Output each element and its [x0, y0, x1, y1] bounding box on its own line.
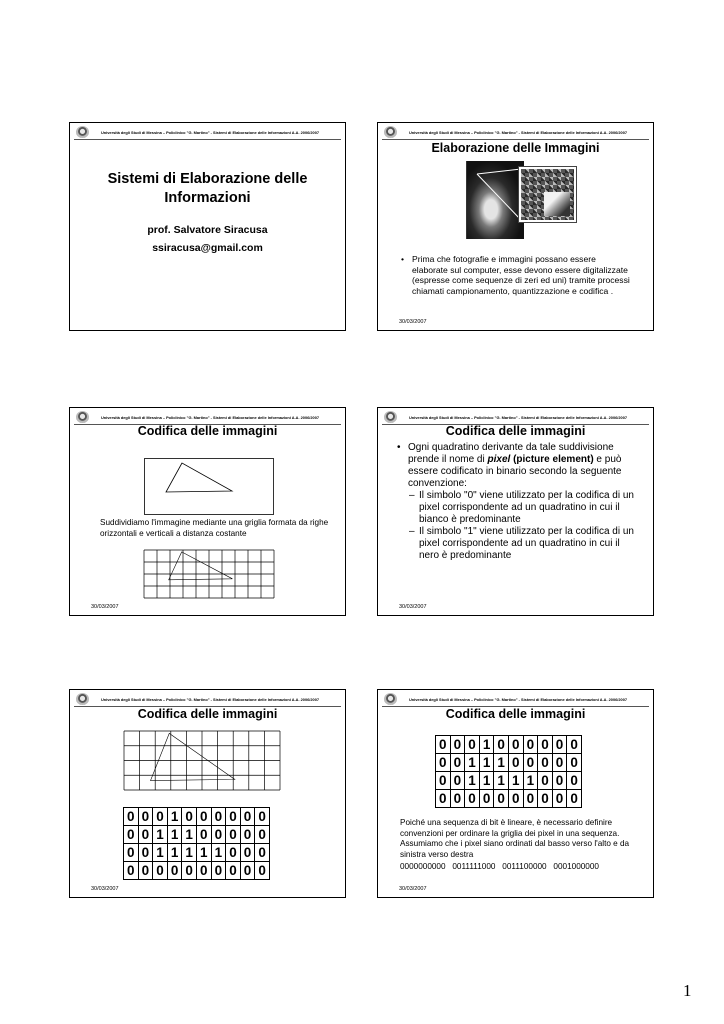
zoom-lines [378, 123, 654, 331]
bit-cell: 0 [124, 808, 139, 826]
slide-date: 30/03/2007 [91, 886, 119, 892]
slide-1 [69, 122, 346, 331]
bit-cell: 0 [196, 862, 211, 880]
bit-cell: 0 [226, 862, 241, 880]
bit-cell: 0 [450, 772, 465, 790]
pixel-grid-figure [144, 550, 274, 598]
pixel-zoom-photo [519, 167, 576, 222]
bit-cell: 0 [196, 808, 211, 826]
bullet-list [400, 254, 630, 296]
university-logo [384, 693, 397, 705]
bit-cell: 0 [436, 736, 451, 754]
bit-cell: 0 [567, 754, 582, 772]
bit-cell: 0 [465, 790, 480, 808]
bit-cell: 1 [167, 844, 182, 862]
bit-cell: 0 [211, 808, 226, 826]
bit-cell: 0 [552, 790, 567, 808]
triangle-shape [151, 733, 235, 780]
bit-cell: 1 [479, 754, 494, 772]
header-text: Università degli Studi di Messina – Policlinico "G. Martino" - Sistemi di Elaborazione delle Informazioni A.A. 2006/2007 [409, 697, 628, 702]
bit-cell: 0 [494, 790, 509, 808]
bit-cell: 0 [508, 736, 523, 754]
bit-cell: 1 [479, 736, 494, 754]
bit-cell: 0 [523, 754, 538, 772]
pixel-grid-figure [124, 731, 280, 790]
bit-row [436, 754, 582, 772]
bit-cell: 0 [255, 862, 270, 880]
slide-5 [69, 689, 346, 898]
bullet-text: Ogni quadratino derivante da tale suddivisione prende il nome di [408, 442, 614, 465]
bit-cell: 0 [138, 862, 153, 880]
pixel-term: pixel [487, 454, 511, 465]
bit-cell: 0 [567, 790, 582, 808]
triangle-figure [144, 458, 274, 515]
bit-cell: 0 [240, 862, 255, 880]
bit-cell: 0 [523, 790, 538, 808]
bit-row [436, 736, 582, 754]
bit-cell: 1 [494, 772, 509, 790]
bit-cell: 0 [211, 862, 226, 880]
slide-date: 30/03/2007 [399, 886, 427, 892]
bit-cell: 0 [538, 790, 553, 808]
bit-cell: 0 [552, 736, 567, 754]
bit-cell: 0 [436, 772, 451, 790]
header-text: Università degli Studi di Messina – Policlinico "G. Martino" - Sistemi di Elaborazione delle Informazioni A.A. 2006/2007 [101, 130, 320, 135]
bit-cell: 0 [436, 754, 451, 772]
slide-title: Elaborazione delle Immagini [431, 141, 600, 155]
header-text: Università degli Studi di Messina – Policlinico "G. Martino" - Sistemi di Elaborazione delle Informazioni A.A. 2006/2007 [409, 415, 628, 420]
slide-title: Codifica delle immagini [137, 424, 278, 438]
bit-cell: 1 [167, 808, 182, 826]
slide-4 [377, 407, 654, 616]
bit-cell: 1 [479, 772, 494, 790]
header-text: Università degli Studi di Messina – Policlinico "G. Martino" - Sistemi di Elaborazione delle Informazioni A.A. 2006/2007 [101, 415, 320, 420]
bit-cell: 1 [494, 754, 509, 772]
bit-cell: 0 [255, 808, 270, 826]
bit-cell: 1 [153, 844, 168, 862]
bit-row [124, 826, 270, 844]
university-logo [76, 126, 89, 138]
bit-cell: 1 [465, 772, 480, 790]
bit-cell: 1 [523, 772, 538, 790]
slide-3 [69, 407, 346, 616]
bit-cell: 1 [182, 826, 197, 844]
bit-cell: 0 [567, 772, 582, 790]
bit-cell: 1 [465, 754, 480, 772]
bit-cell: 1 [167, 826, 182, 844]
bit-cell: 0 [226, 844, 241, 862]
header-text: Università degli Studi di Messina – Policlinico "G. Martino" - Sistemi di Elaborazione delle Informazioni A.A. 2006/2007 [101, 697, 320, 702]
bullet-text-end: e può essere codificato in binario secondo la seguente convenzione: [408, 454, 622, 489]
bit-cell: 0 [182, 862, 197, 880]
university-logo [76, 693, 89, 705]
bit-cell: 0 [124, 844, 139, 862]
bit-cell: 0 [567, 736, 582, 754]
bit-cell: 0 [211, 826, 226, 844]
sub-bullet-item: – Il simbolo "0" viene utilizzato per la codifica di un pixel corrispondente ad un quadratino in cui il bianco è predominante [396, 490, 636, 526]
bit-cell: 0 [138, 844, 153, 862]
bit-cell: 0 [153, 808, 168, 826]
bit-cell: 0 [508, 754, 523, 772]
bit-cell: 0 [538, 736, 553, 754]
university-logo [76, 411, 89, 423]
triangle-shape [169, 552, 233, 580]
bit-cell: 0 [240, 826, 255, 844]
bit-cell: 0 [552, 772, 567, 790]
slide-date: 30/03/2007 [399, 319, 427, 325]
bit-row [436, 790, 582, 808]
slide-header [74, 693, 341, 707]
slide-header [74, 411, 341, 425]
slide-2 [377, 122, 654, 331]
bit-cell: 0 [436, 790, 451, 808]
university-logo [384, 411, 397, 423]
bit-cell: 1 [153, 826, 168, 844]
bit-cell: 0 [465, 736, 480, 754]
bit-cell: 0 [124, 826, 139, 844]
bullet-item: • Prima che fotografie e immagini possano essere elaborate sul computer, esse devono essere digitalizzate (espresse come sequenze di zeri ed uni) tramite processi chiamati campionamento, quantizzazione e codifica . [400, 254, 630, 296]
slide-header [382, 411, 649, 425]
sub-bullet-item: – Il simbolo "1" viene utilizzato per la codifica di un pixel corrispondente ad un quadratino in cui il nero è predominante [396, 526, 636, 562]
bullet-item [396, 442, 636, 490]
description-text: Suddividiamo l'immagine mediante una griglia formata da righe orizzontali e verticali a distanza costante [100, 518, 329, 538]
email: ssiracusa@gmail.com [152, 242, 263, 254]
bit-cell: 0 [538, 754, 553, 772]
bit-cell: 0 [240, 808, 255, 826]
bit-cell: 0 [450, 790, 465, 808]
bit-cell: 0 [182, 808, 197, 826]
bit-cell: 0 [240, 844, 255, 862]
bit-cell: 0 [124, 862, 139, 880]
bit-cell: 0 [226, 826, 241, 844]
bit-row [124, 862, 270, 880]
bit-cell: 0 [552, 754, 567, 772]
slide-title: Codifica delle immagini [445, 424, 586, 438]
bit-cell: 0 [523, 736, 538, 754]
slide-title: Codifica delle immagini [137, 707, 278, 721]
author: prof. Salvatore Siracusa [147, 224, 268, 236]
bit-cell: 1 [211, 844, 226, 862]
bit-cell: 0 [153, 862, 168, 880]
presentation-title: Sistemi di Elaborazione delle Informazioni [107, 171, 308, 206]
slide-date: 30/03/2007 [399, 604, 427, 610]
bit-cell: 1 [508, 772, 523, 790]
slide-6 [377, 689, 654, 898]
slide-header [382, 693, 649, 707]
picture-element-term: (picture element) [510, 454, 594, 465]
bit-row [436, 772, 582, 790]
bit-sequence: 0000000000 0011111000 0011100000 0001000000 [400, 862, 599, 871]
bit-matrix [435, 735, 582, 808]
bit-cell: 0 [450, 754, 465, 772]
bit-row [124, 808, 270, 826]
bit-cell: 0 [138, 826, 153, 844]
bit-cell: 1 [182, 844, 197, 862]
bit-row [124, 844, 270, 862]
bit-cell: 1 [196, 844, 211, 862]
header-text: Università degli Studi di Messina – Policlinico "G. Martino" - Sistemi di Elaborazione delle Informazioni A.A. 2006/2007 [409, 130, 628, 135]
bit-cell: 0 [255, 844, 270, 862]
bullet-list [396, 442, 636, 562]
bit-cell: 0 [255, 826, 270, 844]
bit-cell: 0 [167, 862, 182, 880]
page-number: 1 [683, 981, 692, 1000]
bit-matrix [123, 807, 270, 880]
slide-date: 30/03/2007 [91, 604, 119, 610]
slide-header [74, 126, 341, 140]
bit-cell: 0 [226, 808, 241, 826]
bit-cell: 0 [508, 790, 523, 808]
bit-cell: 0 [479, 790, 494, 808]
bit-cell: 0 [450, 736, 465, 754]
bit-cell: 0 [196, 826, 211, 844]
bit-cell: 0 [538, 772, 553, 790]
bit-cell: 0 [494, 736, 509, 754]
description-text: Poiché una sequenza di bit è lineare, è necessario definire convenzioni per ordinare la griglia dei pixel in una sequenza. Assumiamo che i pixel siano ordinati dal basso verso l'alto e da sinistra verso destra [400, 818, 630, 859]
bit-cell: 0 [138, 808, 153, 826]
slide-title: Codifica delle immagini [445, 707, 586, 721]
